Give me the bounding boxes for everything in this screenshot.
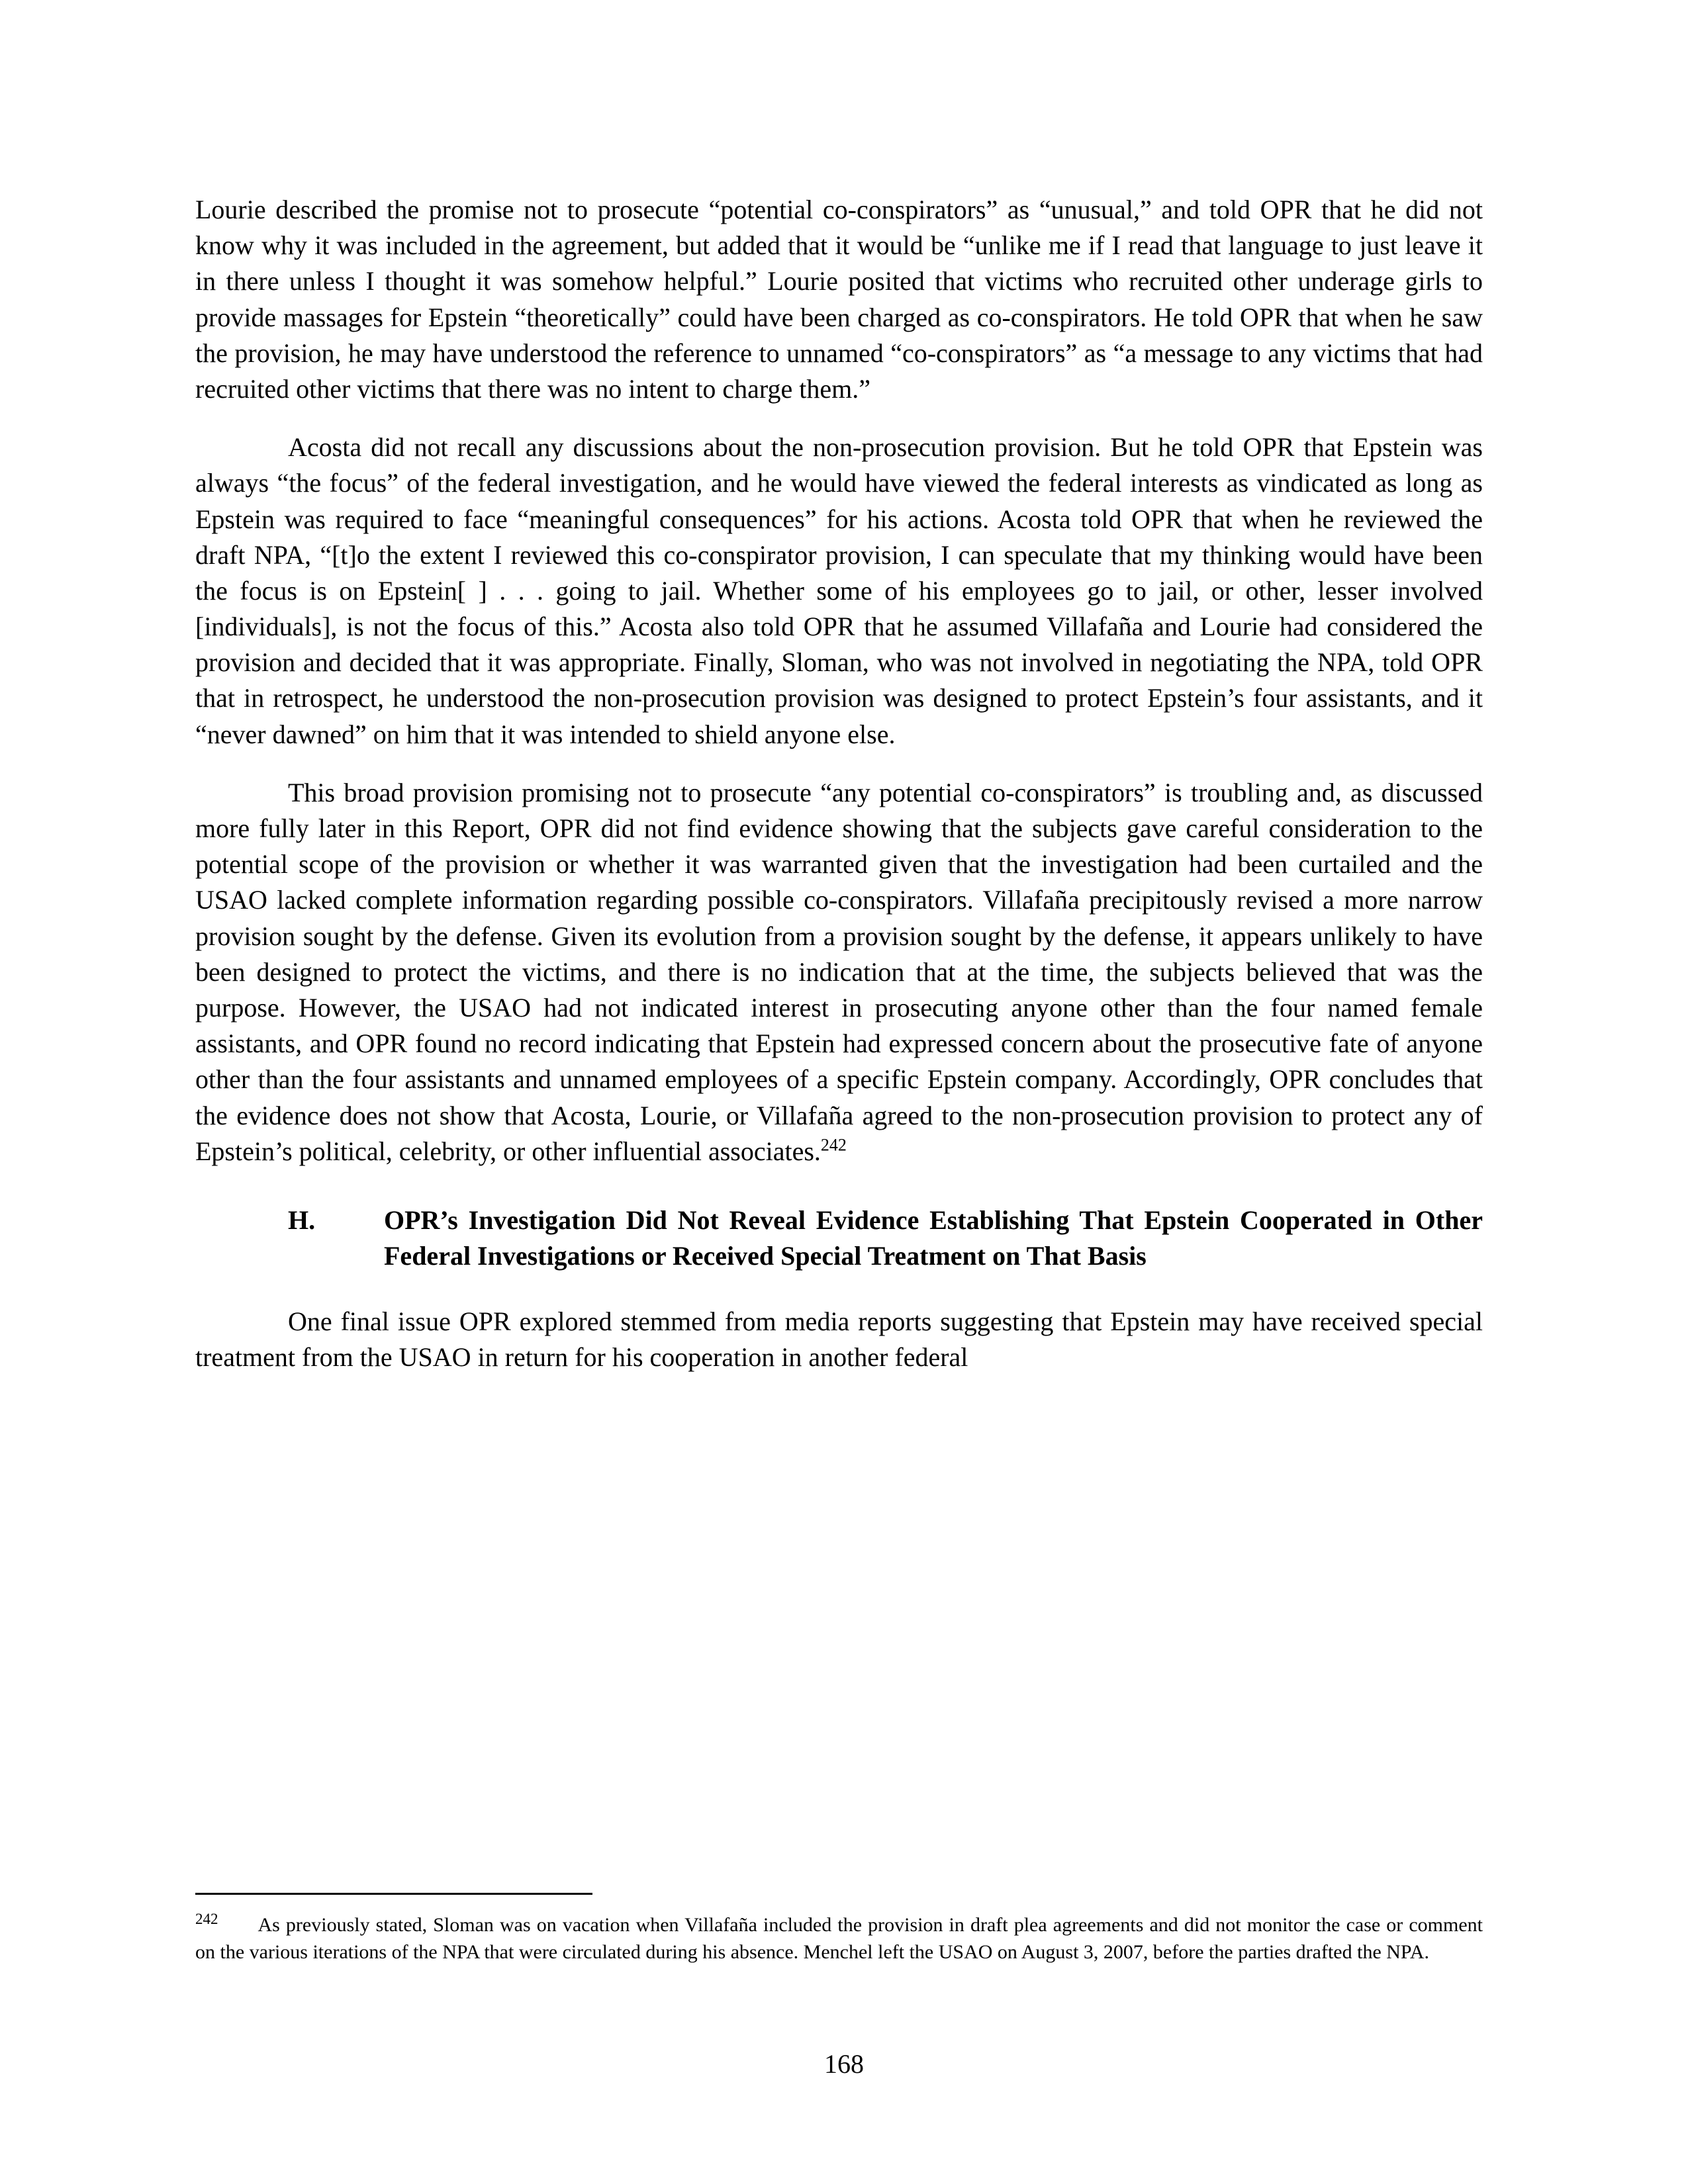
paragraph-2: Acosta did not recall any discussions about the non-prosecution provision. But he told OPR that Epstein was always “the focus” of the federal investigation, and he would have viewed the federal interests as vindicated as long as Epstein was required to face “meaningful consequences” for his actions. Acosta told OPR that when he reviewed the draft NPA, “[t]o the extent I reviewed this co-conspirator provision, I can speculate that my thinking would have been the focus is on Epstein[ ] . . . going to jail. Whether some of his employees go to jail, or other, lesser involved [individuals], is not the focus of this.” Acosta also told OPR that he assumed Villafaña and Lourie had considered the provision and decided that it was appropriate. Finally, Sloman, who was not involved in negotiating the NPA, told OPR that in retrospect, he understood the non-prosecution provision was designed to protect Epstein’s four assistants, and it “never dawned” on him that it was intended to shield anyone else.	[195, 432, 1483, 749]
page-number: 168	[824, 2049, 864, 2079]
footnote-marker-242[interactable]: 242	[820, 1135, 847, 1155]
paragraph-4: One final issue OPR explored stemmed from media reports suggesting that Epstein may have received special treatment from the USAO in return for his cooperation in another federal	[195, 1306, 1483, 1372]
paragraph-3	[195, 775, 1483, 1169]
paragraph-3-text: This broad provision promising not to prosecute “any potential co-conspirators” is troubling and, as discussed more fully later in this Report, OPR did not find evidence showing that the subjects gave careful consideration to the potential scope of the provision or whether it was warranted given that the investigation had been curtailed and the USAO lacked complete information regarding possible co-conspirators. Villafaña precipitously revised a more narrow provision sought by the defense. Given its evolution from a provision sought by the defense, it appears unlikely to have been designed to protect the victims, and there is no indication that at the time, the subjects believed that was the purpose. However, the USAO had not indicated interest in prosecuting anyone other than the four named female assistants, and OPR found no record indicating that Epstein had expressed concern about the prosecutive fate of anyone other than the four assistants and unnamed employees of a specific Epstein company. Accordingly, OPR concludes that the evidence does not show that Acosta, Lourie, or Villafaña agreed to the non-prosecution provision to protect any of Epstein’s political, celebrity, or other influential associates.	[195, 777, 1483, 1166]
section-heading-text: OPR’s Investigation Did Not Reveal Evidence Establishing That Epstein Cooperated in Other Federal Investigations or Received Special Treatment on That Basis	[384, 1205, 1483, 1271]
paragraph-1: Lourie described the promise not to prosecute “potential co-conspirators” as “unusual,” and told OPR that he did not know why it was included in the agreement, but added that it would be “unlike me if I read that language to just leave it in there unless I thought it was somehow helpful.” Lourie posited that victims who recruited other underage girls to provide massages for Epstein “theoretically” could have been charged as co-conspirators. He told OPR that when he saw the provision, he may have understood the reference to unnamed “co-conspirators” as “a message to any victims that had recruited other victims that there was no intent to charge them.”	[195, 195, 1483, 404]
section-heading-letter: H.	[288, 1205, 316, 1235]
footnote-separator	[195, 1893, 592, 1895]
footnote-text: As previously stated, Sloman was on vacation when Villafaña included the provision in draft plea agreements and did not monitor the case or comment on the various iterations of the NPA that were circulated during his absence. Menchel left the USAO on August 3, 2007, before the parties drafted the NPA.	[195, 1914, 1483, 1963]
footnote-number: 242	[195, 1911, 218, 1927]
footnote-area	[195, 1893, 1483, 1966]
footnote-242	[195, 1912, 1483, 1966]
section-heading	[195, 1203, 1483, 1275]
